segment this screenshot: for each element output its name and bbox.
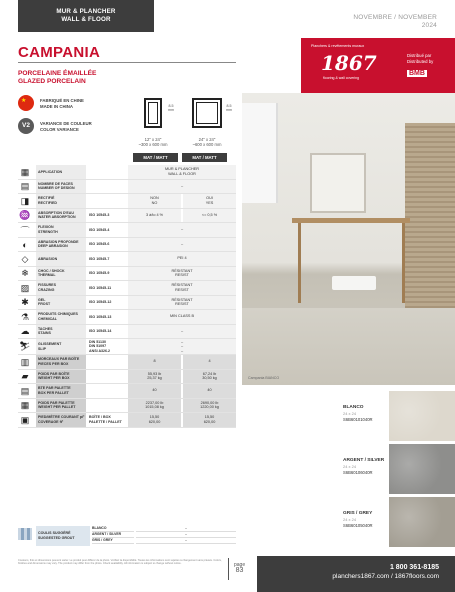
- variance-line1: VARIANCE DE COULEUR: [40, 121, 92, 126]
- origin-line1: FABRIQUÉ EN CHINE: [40, 98, 84, 103]
- faces-icon: ▤: [20, 181, 30, 191]
- slip-icon: ⛷: [19, 340, 31, 351]
- box-weight-icon: ▰: [21, 371, 29, 381]
- spec-label: ABRASION PROFONDE DEEP ABRASION: [36, 238, 86, 252]
- china-flag-icon: ★: [18, 95, 34, 111]
- spec-value: RÉSISTANT RESIST: [128, 281, 236, 295]
- spec-standard: [86, 194, 126, 208]
- product-title: CAMPANIA: [18, 44, 101, 61]
- crazing-icon: ▨: [20, 282, 30, 293]
- distributor-label: Distribué par Distributed by: [407, 53, 434, 64]
- variance-info: [18, 118, 138, 136]
- finish-label-2: MAT / MATT: [182, 153, 227, 162]
- spec-value: MUR & PLANCHER WALL & FLOOR: [128, 165, 236, 179]
- chemical-icon: ⚗: [20, 311, 30, 322]
- spec-label: APPLICATION: [36, 165, 86, 179]
- spec-label: NOMBRE DE FACES NUMBER OF DESIGN: [36, 180, 86, 194]
- spec-standard: ISO 10545-3: [89, 213, 110, 218]
- spec-values: 40 40: [128, 384, 236, 398]
- subtitle-en: GLAZED PORCELAIN: [18, 78, 86, 85]
- spec-standard: ISO 10545-11: [89, 285, 112, 290]
- spec-row: [18, 370, 236, 385]
- date-line2: 2024: [421, 22, 437, 29]
- color-swatch: [389, 444, 455, 494]
- spec-value: RÉSISTANT RESIST: [128, 296, 236, 310]
- origin-info: [18, 95, 138, 113]
- spec-label: MORCEAUX PAR BOÎTE PIECES PER BOX: [36, 355, 86, 369]
- swatch-info: GRIS / GREY 24 x 24 S6B60105040R: [343, 511, 373, 528]
- product-subtitle: [18, 70, 96, 86]
- pallet-icon: ▤: [20, 385, 30, 396]
- wooden-shutter: [405, 123, 455, 313]
- spec-standard: DIN 51130 DIN 51097 ANSI A326.2: [89, 339, 111, 353]
- variance-badge: V2: [18, 118, 34, 134]
- spec-standard: [86, 399, 126, 413]
- spec-label: RECTIFIÉ RECTIFIED: [36, 194, 86, 208]
- frost-icon: ✱: [21, 297, 29, 307]
- spec-label: GLISSEMENT SLIP: [36, 339, 86, 354]
- application-icon: ▦: [20, 166, 30, 177]
- spec-values: 55,93 lb 25,37 kg 67,24 lb 30,50 kg: [128, 370, 236, 384]
- spec-row: [18, 384, 236, 399]
- grout-label: COULIS SUGGÉRÉ SUGGESTED GROUT: [36, 526, 90, 546]
- spec-label: ABRASION: [36, 252, 86, 266]
- tile-floor: [242, 308, 455, 385]
- spec-row: [18, 281, 236, 296]
- website-links[interactable]: planchers1867.com / 1867floors.com: [332, 573, 439, 580]
- page-divider: [228, 558, 229, 580]
- swatch-info: BLANCO 24 x 24 S6B60101040R: [343, 405, 373, 422]
- variance-line2: COLOR VARIANCE: [40, 126, 79, 132]
- spec-value: –: [128, 223, 236, 237]
- spec-row: [18, 399, 236, 414]
- mirror: [310, 153, 366, 213]
- deep-abrasion-icon: ◐: [22, 239, 28, 250]
- pallet-weight-icon: ▦: [20, 400, 30, 410]
- spec-label: PRODUITS CHIMIQUES CHEMICAL: [36, 310, 86, 324]
- thermal-icon: ❄: [21, 268, 29, 278]
- spec-values: 15,50 620,00 15,50 620,00: [128, 413, 236, 427]
- issue-date: [353, 14, 437, 30]
- spec-value: –: [128, 180, 236, 194]
- spec-standard: [86, 384, 126, 398]
- size-24x24-icon: [192, 98, 222, 128]
- color-swatch: [389, 391, 455, 441]
- spec-label: PIED/MÈTRE COURANT pi² COVERAGE ft²: [36, 413, 86, 427]
- spec-row: [18, 267, 236, 282]
- category-tab: [18, 0, 154, 32]
- spec-row: [18, 238, 236, 253]
- swatch-info: ARGENT / SILVER 24 x 24 S6B60106040R: [343, 458, 385, 475]
- vanity-top: [292, 218, 410, 223]
- spec-standard: BOÎTE / BOX PALETTE / PALLET: [89, 415, 122, 424]
- spec-standard: ISO 10545-9: [89, 271, 110, 276]
- spec-standard: [86, 165, 126, 179]
- spec-label: ABSORPTION D'EAU WATER ABSORPTION: [36, 209, 86, 223]
- spec-label: FLEXION STRENGTH: [36, 223, 86, 237]
- spec-value: RÉSISTANT RESIST: [128, 267, 236, 281]
- spec-standard: ISO 10545-7: [89, 256, 110, 261]
- subtitle-fr: PORCELAINE ÉMAILLÉE: [18, 70, 97, 77]
- spec-row: [18, 165, 236, 180]
- origin-line2: MADE IN CHINA: [40, 103, 73, 109]
- spec-row: [18, 252, 236, 267]
- size-12x24-icon: [144, 98, 162, 128]
- spec-value: –: [128, 325, 236, 339]
- spec-standard: ISO 10545-6: [89, 242, 110, 247]
- rectified-icon: ◨: [20, 195, 30, 206]
- spec-row: [18, 325, 236, 340]
- spec-label: CHOC / SHOCK THERMAL: [36, 267, 86, 281]
- spec-standard: ISO 10545-13: [89, 314, 112, 319]
- spec-row: [18, 209, 236, 224]
- shelf-unit: [242, 103, 278, 203]
- spec-value: MIN CLASS B: [128, 310, 236, 324]
- grout-block: [18, 526, 236, 548]
- spec-standard: ISO 10545-12: [89, 300, 112, 305]
- spec-values: 3 à/to 4 % <= 0,5 %: [128, 209, 236, 223]
- pieces-icon: ▥: [20, 356, 30, 367]
- spec-row: [18, 296, 236, 311]
- spec-row: [18, 413, 236, 428]
- size-label-1: 12" x 24" ~300 x 600 mm: [138, 137, 168, 147]
- absorption-icon: ♒: [19, 210, 31, 220]
- color-swatch: [389, 497, 455, 547]
- room-photo: [242, 93, 455, 385]
- brand-banner: [301, 38, 455, 93]
- spec-standard: [86, 370, 126, 384]
- spec-standard: [86, 355, 126, 369]
- spec-standard: [86, 180, 126, 194]
- spec-label: FISSURES CRAZING: [36, 281, 86, 295]
- brand-logo-sub: flooring & wall covering: [323, 76, 359, 80]
- grout-values: – – –: [136, 526, 236, 544]
- finish-label-1: MAT / MATT: [133, 153, 178, 162]
- photo-caption: Campania BIANCO: [248, 376, 280, 380]
- spec-values: 2237,00 lb 1015,08 kg 2690,00 lb 1220,00 kg: [128, 399, 236, 413]
- spec-table: [18, 165, 236, 428]
- spec-standard: ISO 10545-14: [89, 329, 112, 334]
- coverage-icon: ▣: [20, 414, 30, 425]
- spec-label: TACHES STAINS: [36, 325, 86, 339]
- spec-row: [18, 180, 236, 195]
- spec-row: [18, 223, 236, 238]
- thickness-label-1: 8.5 mm: [168, 104, 174, 112]
- abrasion-icon: ◇: [21, 253, 29, 264]
- disclaimer-text: Couleurs, finis et dimensions peuvent varier. Le produit peut différer de la photo. Vérifiez la disponibilité. Toutes les informations sont sujettes à changement sans préavis. Colors, finishes and dimensions may vary. The product may differ from the photo. Check availability. All information is subject to change without notice.: [18, 559, 222, 566]
- size-label-2: 24" x 24" ~600 x 600 mm: [192, 137, 222, 147]
- spec-value: – – –: [128, 339, 236, 354]
- brand-tagline: Planchers & revêtements muraux: [311, 44, 365, 48]
- date-line1: NOVEMBRE / NOVEMBER: [353, 14, 437, 21]
- spec-values: NON NO OUI YES: [128, 194, 236, 208]
- phone-number[interactable]: 1 800 361-8185: [389, 564, 439, 571]
- brand-logo: 1867: [321, 51, 377, 75]
- spec-values: 8 4: [128, 355, 236, 369]
- spec-row: [18, 355, 236, 370]
- spec-row: [18, 194, 236, 209]
- category-line2: WALL & FLOOR: [61, 16, 111, 23]
- spec-row: [18, 310, 236, 325]
- towels: [332, 276, 376, 290]
- spec-row: [18, 339, 236, 355]
- spec-value: PEI 4: [128, 252, 236, 266]
- spec-label: BTE PAR PALETTE BOX PER PALLET: [36, 384, 86, 398]
- stain-icon: ☁: [20, 326, 30, 336]
- thickness-label-2: 8.5 mm: [226, 104, 232, 112]
- flexion-icon: ⌒: [20, 225, 30, 236]
- category-line1: MUR & PLANCHER: [56, 8, 116, 15]
- spec-label: POIDS PAR BOÎTE WEIGHT PER BOX: [36, 370, 86, 384]
- grout-icon: [18, 528, 32, 540]
- page-number: page 83: [234, 562, 246, 574]
- distributor-logo: BMB: [409, 70, 425, 77]
- title-divider: [18, 62, 236, 63]
- spec-value: –: [128, 238, 236, 252]
- spec-label: GEL FROST: [36, 296, 86, 310]
- grout-color-names: BLANCO ARGENT / SILVER GRIS / GREY: [92, 526, 134, 544]
- spec-label: POIDS PAR PALETTE WEIGHT PER PALLET: [36, 399, 86, 413]
- spec-standard: ISO 10545-4: [89, 227, 110, 232]
- contact-footer: [257, 556, 455, 592]
